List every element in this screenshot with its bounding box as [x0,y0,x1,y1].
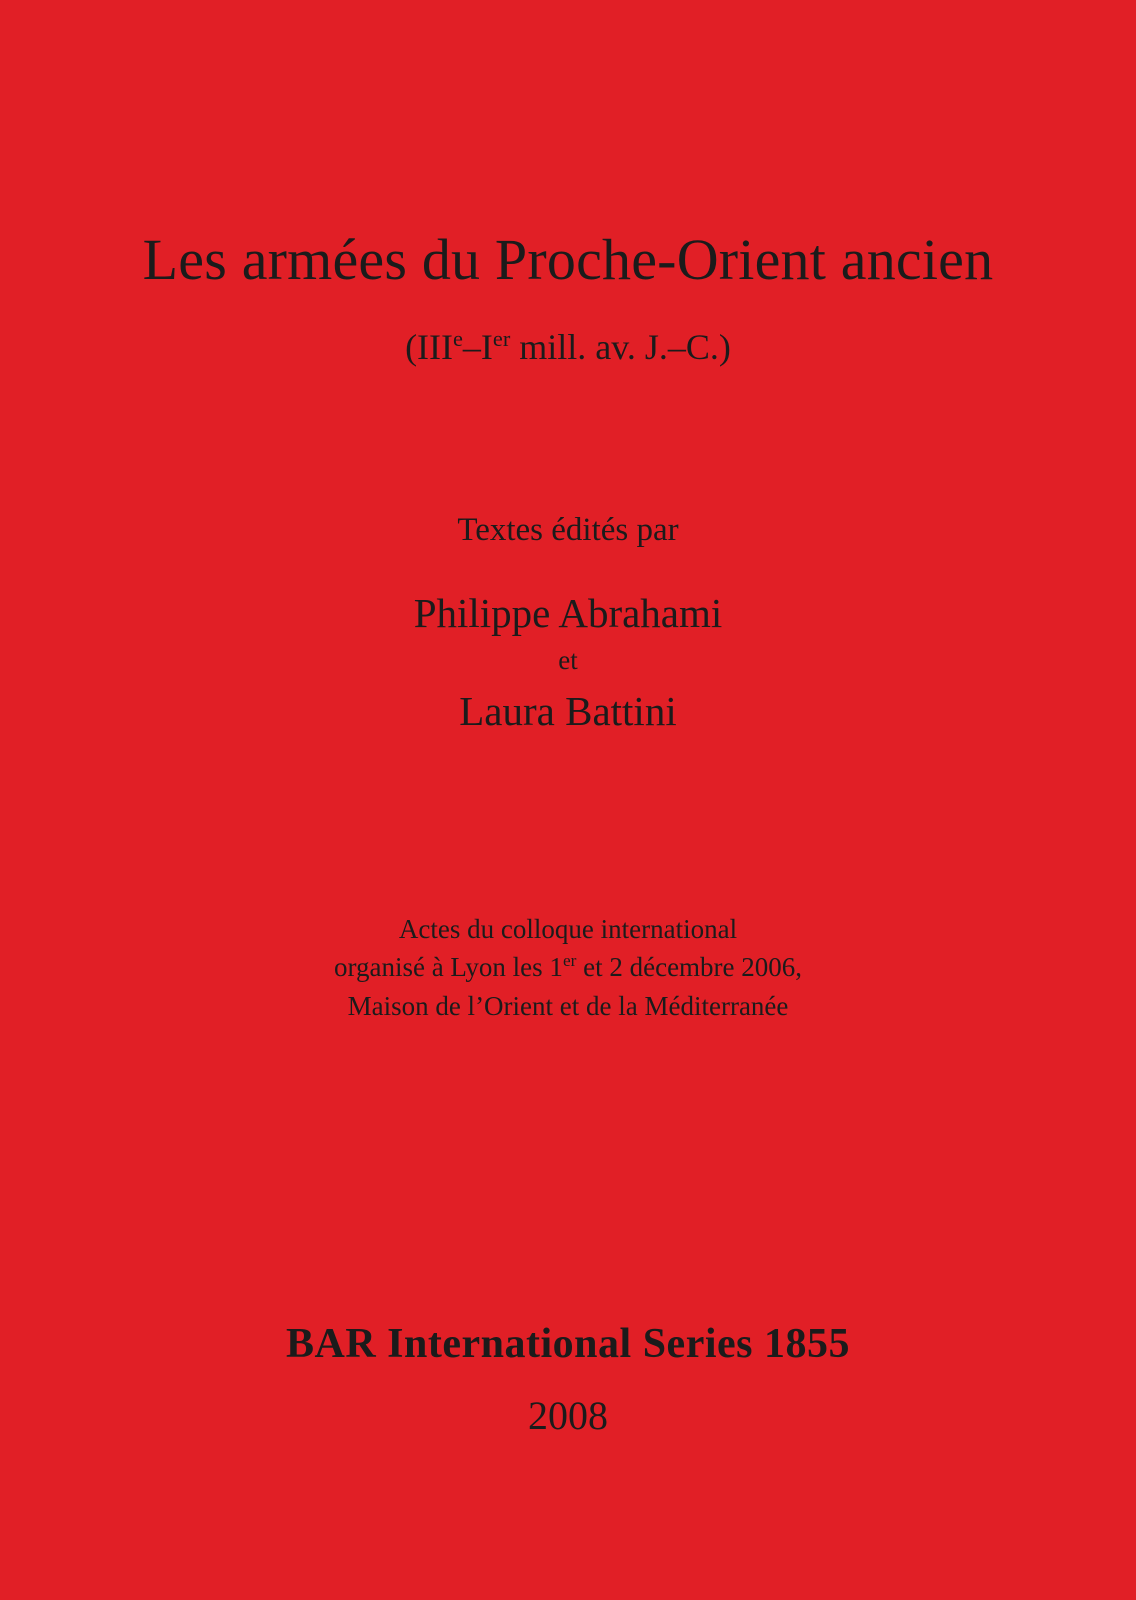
editor-name-secondary: Laura Battini [459,688,677,734]
publication-year: 2008 [528,1393,608,1438]
subtitle-suffix: mill. av. J.–C.) [510,327,731,367]
conference-details [0,910,1136,1025]
subtitle-superscript-second: er [492,326,511,351]
page-subtitle [0,326,1136,369]
conference-line-2-suffix: et 2 décembre 2006, [576,952,803,983]
conference-line-2-prefix: organisé à Lyon les 1 [333,952,563,983]
conference-line-2-superscript: er [562,951,577,971]
subtitle-prefix: (III [405,327,454,367]
subtitle-middle: –I [462,327,493,367]
series-title: BAR International Series 1855 [286,1321,850,1367]
conference-line-1: Actes du colloque international [398,914,738,944]
edited-by-label: Textes édités par [457,512,679,548]
subtitle-superscript-first: e [453,326,463,351]
conference-line-2 [0,948,1136,986]
page-title: Les armées du Proche-Orient ancien [142,227,994,292]
conference-line-3: Maison de l’Orient et de la Méditerranée [347,990,789,1021]
editor-name-primary: Philippe Abrahami [413,590,723,636]
editor-conjunction: et [558,645,578,675]
